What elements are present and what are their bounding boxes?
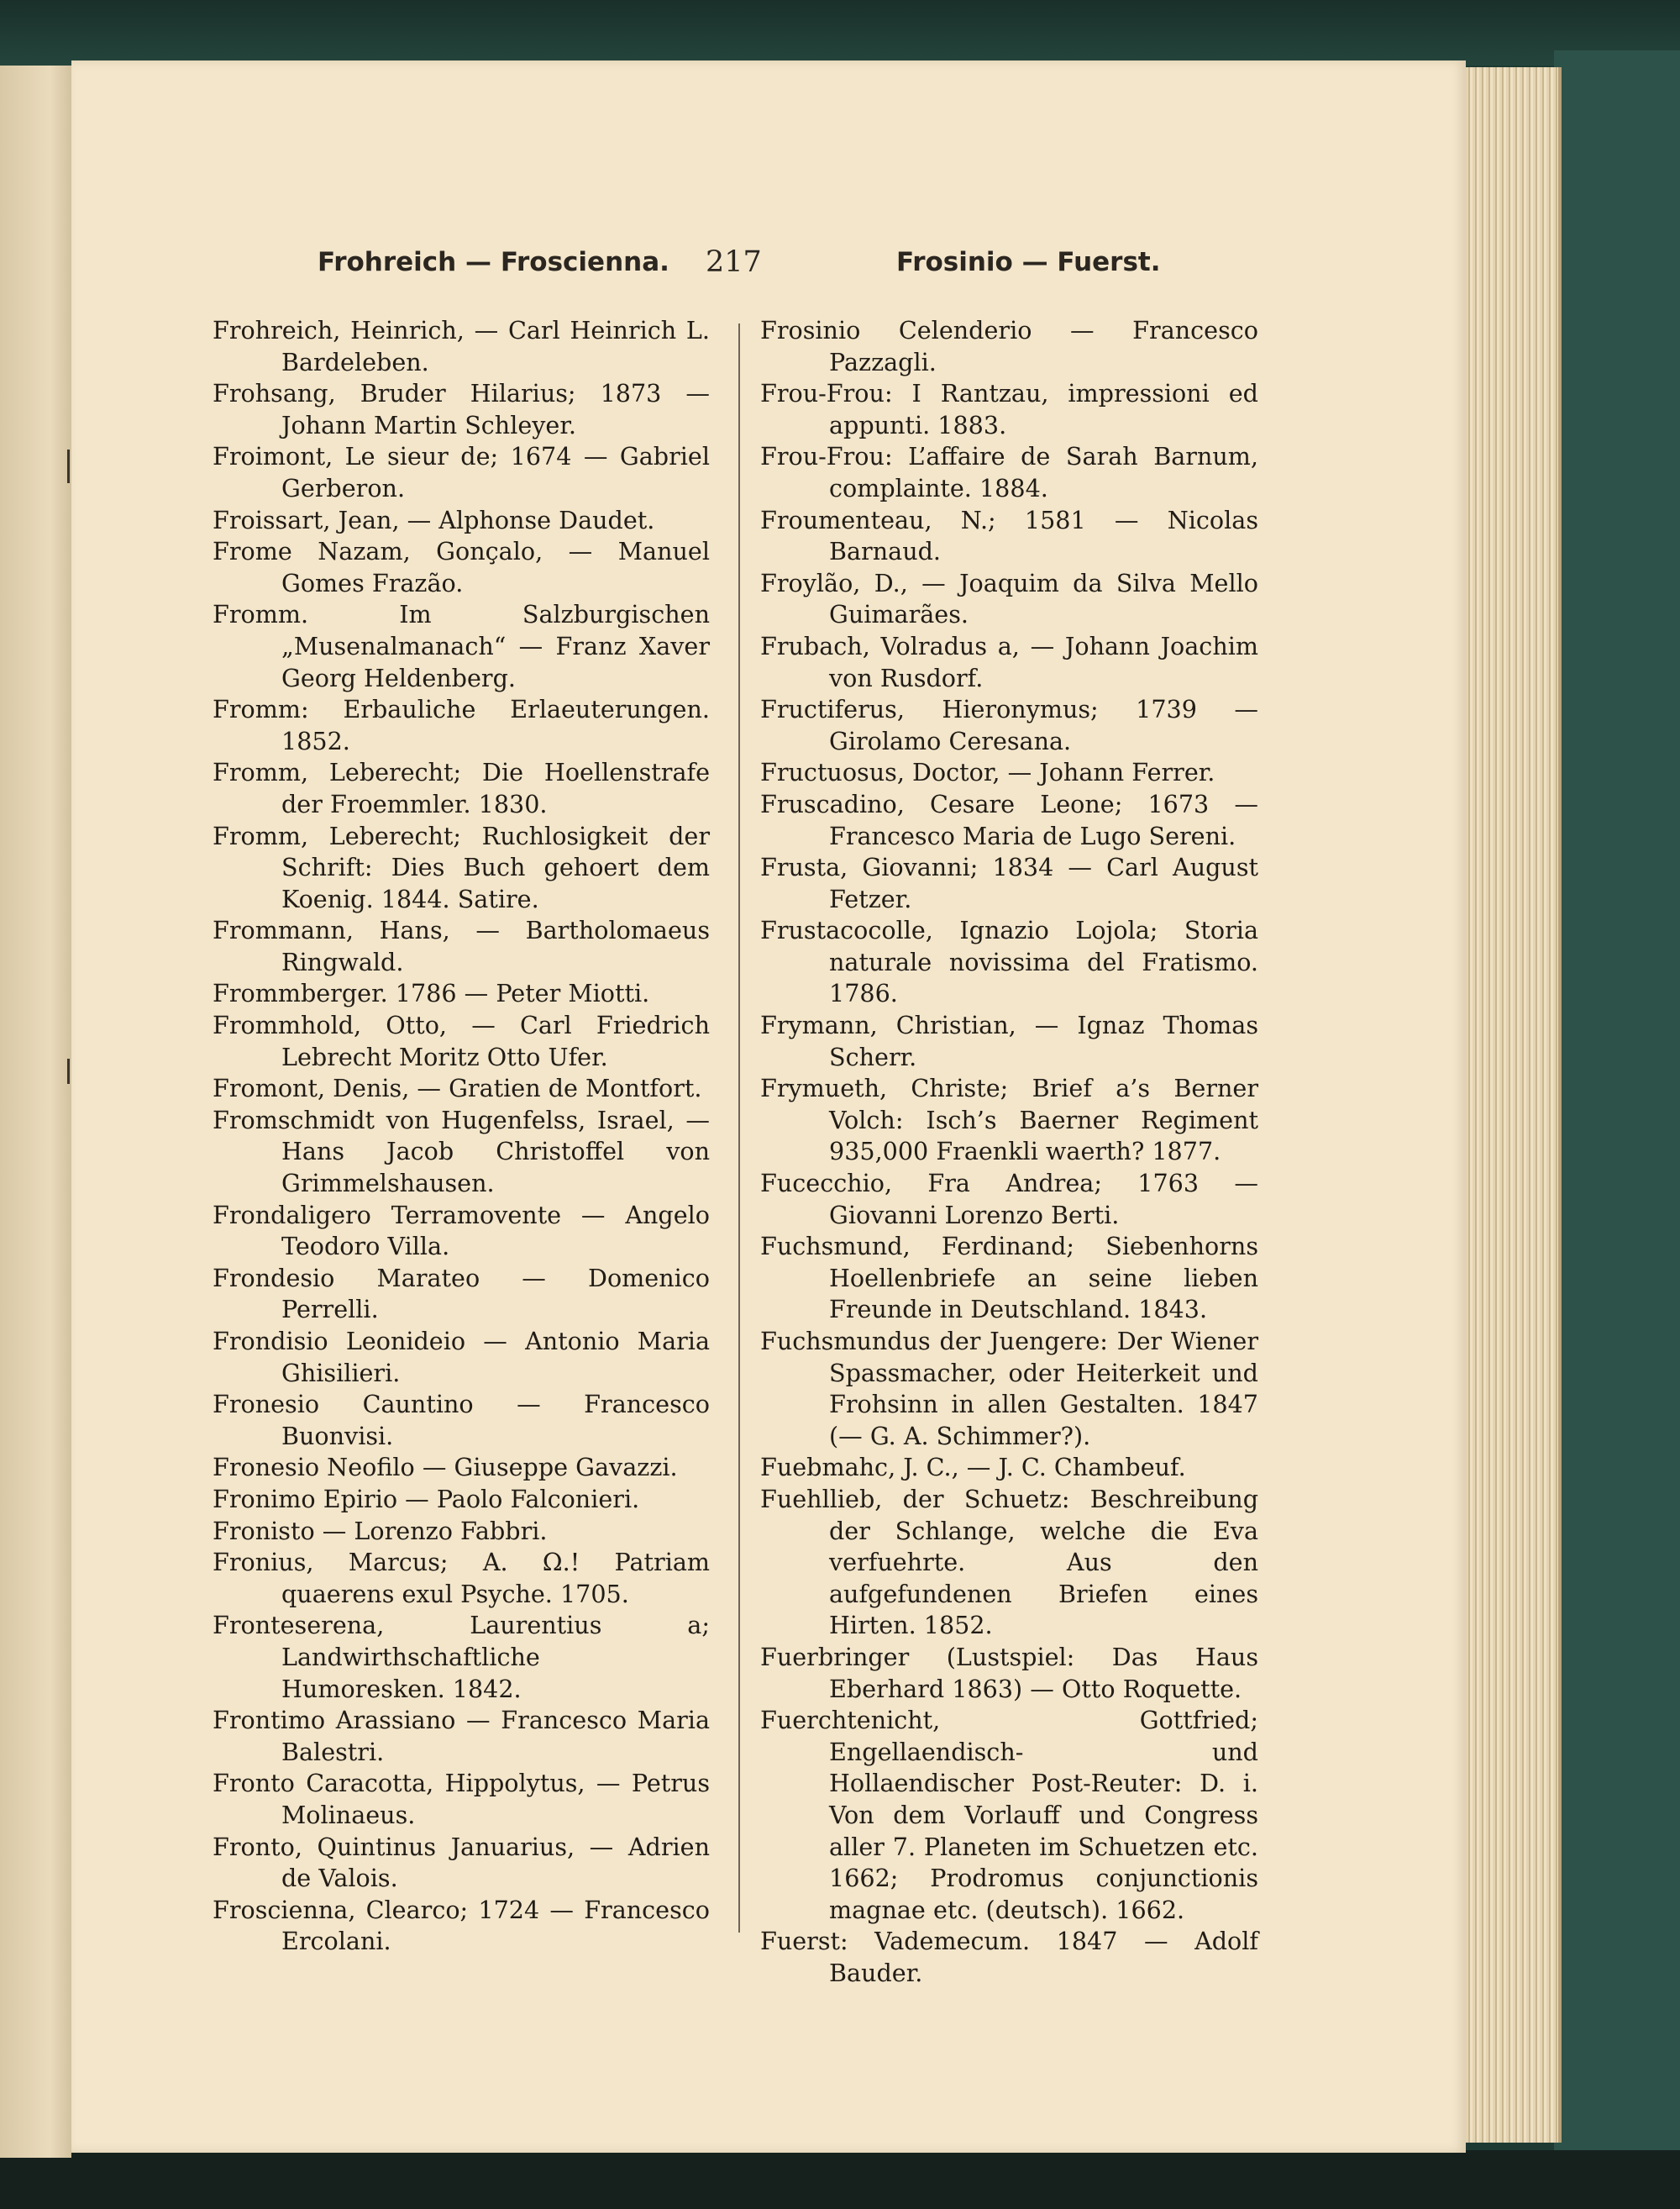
column-divider [738,323,740,1933]
index-entry: Fronesio Cauntino — Francesco Buonvisi. [213,1390,710,1450]
index-entry: Fromschmidt von Hugenfelss, Israel, — Hans Jacob Christoffel von Grimmelshausen. [213,1105,710,1198]
index-entry: Frohreich, Heinrich, — Carl Heinrich L. Bardeleben. [213,316,710,376]
index-entry: Froumenteau, N.; 1581 — Nicolas Barnaud. [760,505,1258,566]
margin-mark [67,450,70,483]
index-entry: Froissart, Jean, — Alphonse Daudet. [213,505,655,534]
index-entry: Fuchsmundus der Juengere: Der Wiener Spassmacher, oder Heiterkeit und Frohsinn in allen Gestalten. 1847 (— G. A. Schimmer?). [760,1327,1258,1450]
index-entry: Frommberger. 1786 — Peter Miotti. [213,979,650,1008]
page-number: 217 [706,245,762,279]
index-entry: Fromm, Leberecht; Ruchlosigkeit der Schrift: Dies Buch gehoert dem Koenig. 1844. Satire. [213,821,710,913]
index-entry: Fronto Caracotta, Hippolytus, — Petrus Molinaeus. [213,1769,710,1829]
index-entry: Fronteserena, Laurentius a; Landwirthschaftliche Humoresken. 1842. [213,1611,710,1703]
index-entry: Frustacocolle, Ignazio Lojola; Storia naturale novissima del Fratismo. 1786. [760,916,1258,1008]
index-entry: Frommhold, Otto, — Carl Friedrich Lebrecht Moritz Otto Ufer. [213,1011,710,1071]
index-entry: Fuerst: Vademecum. 1847 — Adolf Bauder. [760,1927,1258,1987]
index-entry: Frommann, Hans, — Bartholomaeus Ringwald. [213,916,710,976]
index-entry: Frosinio Celenderio — Francesco Pazzagli. [760,316,1258,376]
index-entry: Frou-Frou: I Rantzau, impressioni ed appunti. 1883. [760,379,1258,439]
index-entry: Froimont, Le sieur de; 1674 — Gabriel Gerberon. [213,442,710,502]
index-entry: Fuebmahc, J. C., — J. C. Chambeuf. [760,1453,1186,1482]
running-head-left: Frohreich — Froscienna. [318,247,669,277]
running-head-right: Frosinio — Fuerst. [896,247,1161,277]
left-column [213,315,710,1958]
index-entry: Frubach, Volradus a, — Johann Joachim von Rusdorf. [760,631,1258,692]
facing-page-edge [0,66,71,2158]
index-entry: Fromm. Im Salzburgischen „Musenalmanach“ — Franz Xaver Georg Heldenberg. [213,600,710,692]
book-cover-right [1554,50,1680,2209]
index-entry: Frondesio Marateo — Domenico Perrelli. [213,1263,710,1324]
index-entry: Frondisio Leonideio — Antonio Maria Ghisilieri. [213,1327,710,1387]
background-bottom [0,2150,1680,2209]
index-entry: Fuchsmund, Ferdinand; Siebenhorns Hoellenbriefe an seine lieben Freunde in Deutschland. 1843. [760,1232,1258,1324]
index-entry: Frontimo Arassiano — Francesco Maria Balestri. [213,1706,710,1766]
index-entry: Fructuosus, Doctor, — Johann Ferrer. [760,758,1215,787]
index-entry: Frome Nazam, Gonçalo, — Manuel Gomes Frazão. [213,537,710,597]
index-entry: Fructiferus, Hieronymus; 1739 — Girolamo Ceresana. [760,695,1258,755]
index-entry: Fronesio Neofilo — Giuseppe Gavazzi. [213,1453,678,1482]
index-entry: Frou-Frou: L’affaire de Sarah Barnum, complainte. 1884. [760,442,1258,502]
index-entry: Fronisto — Lorenzo Fabbri. [213,1516,548,1545]
index-entry: Fronto, Quintinus Januarius, — Adrien de Valois. [213,1832,710,1893]
index-entry: Fucecchio, Fra Andrea; 1763 — Giovanni Lorenzo Berti. [760,1169,1258,1229]
index-entry: Fuerbringer (Lustspiel: Das Haus Eberhard 1863) — Otto Roquette. [760,1642,1258,1703]
index-entry: Frohsang, Bruder Hilarius; 1873 — Johann Martin Schleyer. [213,379,710,439]
page-stack-edge [1466,67,1562,2143]
index-entry: Fronimo Epirio — Paolo Falconieri. [213,1484,640,1513]
index-entry: Froscienna, Clearco; 1724 — Francesco Ercolani. [213,1895,710,1956]
index-entry: Fuerchtenicht, Gottfried; Engellaendisch- und Hollaendischer Post-Reuter: D. i. Von dem Vorlauff und Congress aller 7. Planeten im Schuetzen etc. 1662; Prodromus conjunctionis magnae etc. (deutsch). 1662. [760,1706,1258,1924]
right-column [760,315,1258,1989]
index-entry: Frymueth, Christe; Brief a’s Berner Volch: Isch’s Baerner Regiment 935,000 Fraenkli waerth? 1877. [760,1074,1258,1166]
index-entry: Fromm: Erbauliche Erlaeuterungen. 1852. [213,695,710,755]
index-entry: Frymann, Christian, — Ignaz Thomas Scherr. [760,1011,1258,1071]
index-entry: Frusta, Giovanni; 1834 — Carl August Fetzer. [760,853,1258,913]
background-top [0,0,1680,66]
index-entry: Fromont, Denis, — Gratien de Montfort. [213,1074,702,1103]
index-entry: Fuehllieb, der Schuetz: Beschreibung der Schlange, welche die Eva verfuehrte. Aus den aufgefundenen Briefen eines Hirten. 1852. [760,1484,1258,1640]
index-entry: Frondaligero Terramovente — Angelo Teodoro Villa. [213,1200,710,1261]
index-entry: Froylão, D., — Joaquim da Silva Mello Guimarães. [760,568,1258,629]
index-entry: Fromm, Leberecht; Die Hoellenstrafe der Froemmler. 1830. [213,758,710,818]
margin-mark [67,1059,70,1084]
index-entry: Fronius, Marcus; A. Ω.! Patriam quaerens exul Psyche. 1705. [213,1548,710,1608]
index-entry: Fruscadino, Cesare Leone; 1673 — Francesco Maria de Lugo Sereni. [760,789,1258,850]
